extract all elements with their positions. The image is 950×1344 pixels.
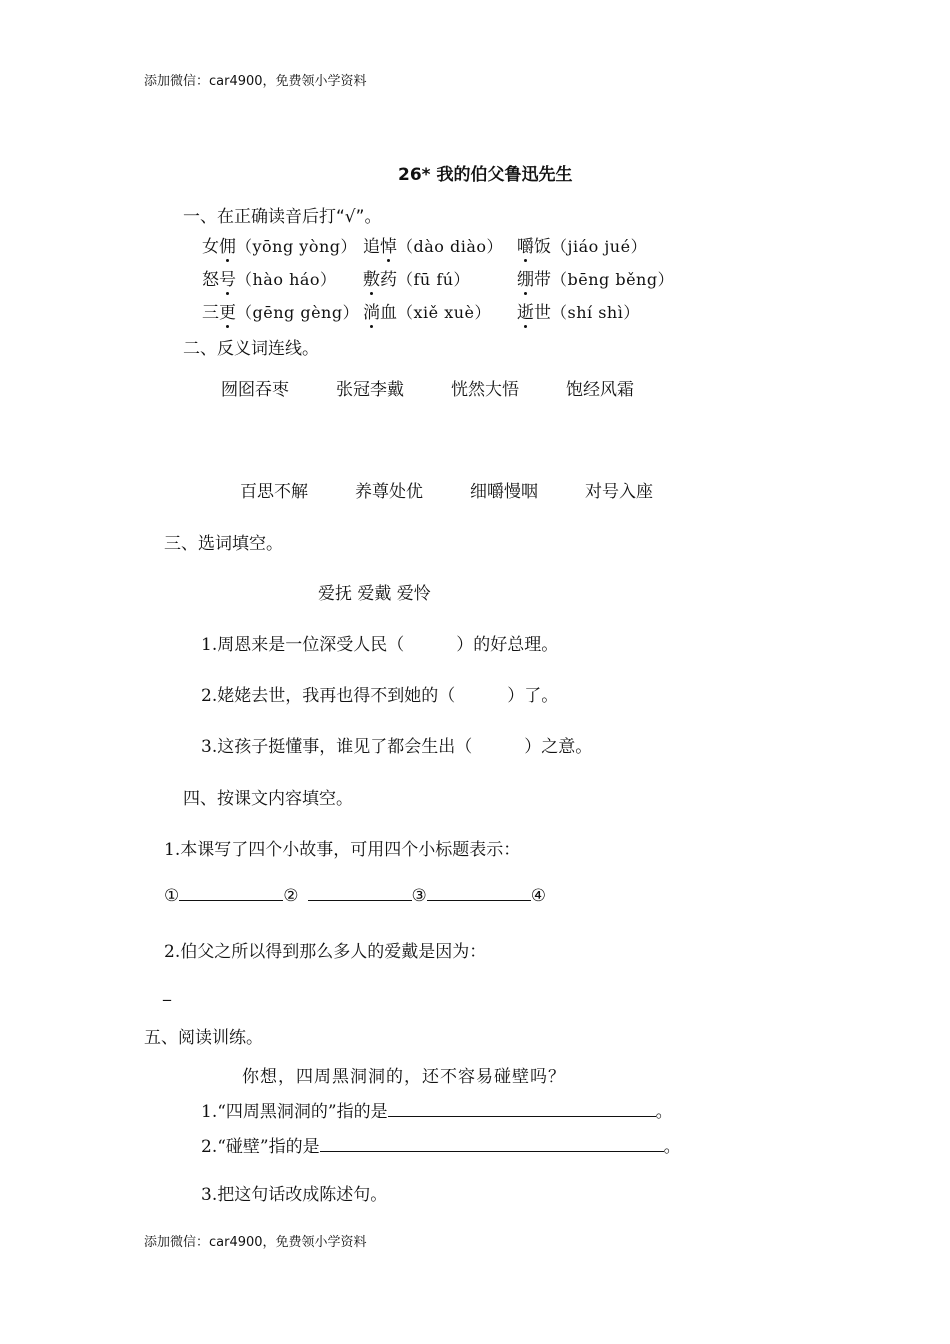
pinyin-item — [517, 232, 647, 257]
pinyin-item — [363, 265, 470, 290]
antonym-word-top[interactable]: 饱经风霜 — [566, 380, 634, 400]
section-5-heading: 五、阅读训练。 — [144, 1028, 263, 1048]
fill-question-3-start: 3.这孩子挺懂事，谁见了都会生出（ — [201, 737, 473, 757]
dotted-char: 号 — [219, 265, 236, 290]
marker-4: ④ — [530, 886, 546, 906]
antonym-word-bottom[interactable]: 细嚼慢咽 — [470, 482, 538, 502]
word-char: 饭 — [534, 237, 551, 257]
subtitle-blank-3[interactable] — [427, 886, 531, 901]
reading-question-2-end: 。 — [663, 1137, 681, 1157]
fill-question-3-end: ）之意。 — [524, 737, 593, 757]
fill-question-2 — [201, 681, 558, 706]
antonym-word-top[interactable]: 囫囵吞枣 — [221, 380, 289, 400]
fill-question-1-end: ）的好总理。 — [456, 635, 559, 655]
section-1-heading: 一、在正确读音后打“√”。 — [183, 207, 382, 227]
section-3-heading: 三、选词填空。 — [164, 534, 283, 554]
reading-question-2 — [201, 1132, 681, 1157]
word-char: 追 — [363, 237, 380, 257]
antonym-word-top[interactable]: 恍然大悟 — [451, 380, 519, 400]
answer-dash[interactable]: _ — [163, 982, 171, 1001]
word-choices: 爱抚 爱戴 爱怜 — [318, 584, 431, 604]
fill-question-3 — [201, 732, 592, 757]
subtitle-blank-1[interactable] — [179, 886, 283, 901]
word-char: 女 — [202, 237, 219, 257]
antonym-word-bottom[interactable]: 百思不解 — [240, 482, 308, 502]
fill-question-1 — [201, 630, 558, 655]
pinyin-item — [202, 232, 357, 257]
word-char: 带 — [534, 270, 551, 290]
dotted-char: 淌 — [363, 298, 380, 323]
dotted-char: 敷 — [363, 265, 380, 290]
pinyin-item — [363, 232, 503, 257]
marker-2: ② — [283, 886, 299, 906]
dotted-char: 嚼 — [517, 232, 534, 257]
page-title: 26* 我的伯父鲁迅先生 — [398, 165, 573, 185]
word-char: 血 — [380, 303, 397, 323]
word-char: 怒 — [202, 270, 219, 290]
reading-quote: 你想，四周黑洞洞的，还不容易碰壁吗？ — [242, 1067, 566, 1087]
pinyin-options[interactable]: （jiáo jué） — [551, 237, 648, 256]
pinyin-item — [202, 298, 359, 323]
pinyin-options[interactable]: （bēng běng） — [551, 270, 675, 289]
reading-blank-1[interactable] — [388, 1102, 656, 1117]
reading-question-1-text: 1.“四周黑洞洞的”指的是 — [201, 1102, 388, 1122]
pinyin-options[interactable]: （dào diào） — [397, 237, 504, 256]
content-question-2: 2.伯父之所以得到那么多人的爱戴是因为： — [164, 942, 487, 962]
fill-question-1-start: 1.周恩来是一位深受人民（ — [201, 635, 405, 655]
pinyin-options[interactable]: （xiě xuè） — [397, 303, 491, 322]
dotted-char: 逝 — [517, 298, 534, 323]
section-2-heading: 二、反义词连线。 — [183, 339, 319, 359]
pinyin-item — [517, 265, 674, 290]
reading-blank-2[interactable] — [320, 1137, 664, 1152]
antonym-word-bottom[interactable]: 对号入座 — [585, 482, 653, 502]
pinyin-item — [363, 298, 491, 323]
marker-1: ① — [164, 886, 180, 906]
antonym-word-bottom[interactable]: 养尊处优 — [355, 482, 423, 502]
pinyin-item — [202, 265, 337, 290]
word-char: 世 — [534, 303, 551, 323]
dotted-char: 悼 — [380, 232, 397, 257]
pinyin-options[interactable]: （yōng yòng） — [236, 237, 358, 256]
reading-question-1 — [201, 1097, 673, 1122]
pinyin-item — [517, 298, 640, 323]
fill-question-2-start: 2.姥姥去世，我再也得不到她的（ — [201, 686, 456, 706]
dotted-char: 绷 — [517, 265, 534, 290]
word-char: 三 — [202, 303, 219, 323]
section-4-heading: 四、按课文内容填空。 — [183, 789, 353, 809]
subtitle-blank-2[interactable] — [308, 886, 412, 901]
pinyin-options[interactable]: （gēng gèng） — [236, 303, 360, 322]
reading-question-2-text: 2.“碰壁”指的是 — [201, 1137, 320, 1157]
reading-question-1-end: 。 — [655, 1102, 673, 1122]
reading-question-3: 3.把这句话改成陈述句。 — [201, 1185, 388, 1205]
fill-question-2-end: ）了。 — [507, 686, 559, 706]
antonym-word-top[interactable]: 张冠李戴 — [336, 380, 404, 400]
dotted-char: 更 — [219, 298, 236, 323]
watermark-top: 添加微信：car4900，免费领小学资料 — [144, 74, 367, 89]
pinyin-options[interactable]: （shí shì） — [551, 303, 640, 322]
dotted-char: 佣 — [219, 232, 236, 257]
content-question-1: 1.本课写了四个小故事，可用四个小标题表示： — [164, 840, 521, 860]
marker-3: ③ — [411, 886, 427, 906]
pinyin-options[interactable]: （fū fú） — [397, 270, 471, 289]
watermark-bottom: 添加微信：car4900，免费领小学资料 — [144, 1235, 367, 1250]
pinyin-options[interactable]: （hào háo） — [236, 270, 337, 289]
word-char: 药 — [380, 270, 397, 290]
subtitle-blanks — [164, 886, 546, 906]
